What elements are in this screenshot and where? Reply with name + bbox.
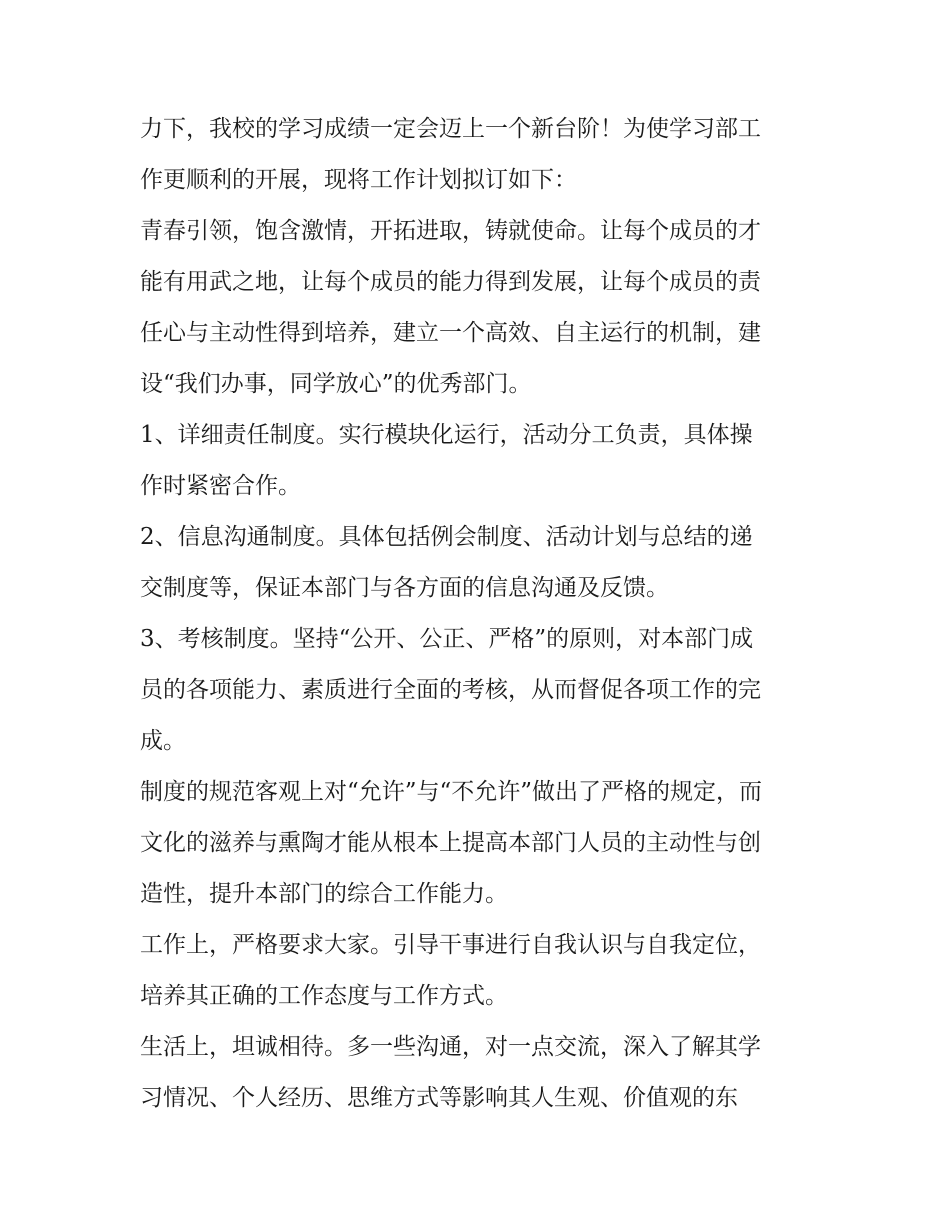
text-line: 文化的滋养与熏陶才能从根本上提高本部门人员的主动性与创 <box>140 830 761 856</box>
paragraph-intro <box>140 104 815 206</box>
text-line: 3、考核制度。坚持“公开、公正、严格”的原则，对本部门成 <box>140 626 754 652</box>
text-line: 2、信息沟通制度。具体包括例会制度、活动计划与总结的递 <box>140 524 753 550</box>
text-line: 作更顺利的开展，现将工作计划拟订如下： <box>140 167 577 193</box>
text-line: 工作上，严格要求大家。引导干事进行自我认识与自我定位， <box>140 932 761 958</box>
text-line: 生活上，坦诚相待。多一些沟通，对一点交流，深入了解其学 <box>140 1034 761 1060</box>
text-line: 作时紧密合作。 <box>140 473 301 499</box>
paragraph-life <box>140 1022 815 1124</box>
text-line: 习情况、个人经历、思维方式等影响其人生观、价值观的东 <box>140 1085 738 1111</box>
text-line: 培养其正确的工作态度与工作方式。 <box>140 983 508 1009</box>
text-line: 造性，提升本部门的综合工作能力。 <box>140 881 508 907</box>
text-line: 1、详细责任制度。实行模块化运行，活动分工负责，具体操 <box>140 422 753 448</box>
text-line: 制度的规范客观上对“允许”与“不允许”做出了严格的规定，而 <box>140 779 763 805</box>
paragraph-goal <box>140 206 815 410</box>
paragraph-item-1 <box>140 410 815 512</box>
text-line: 任心与主动性得到培养，建立一个高效、自主运行的机制，建 <box>140 320 761 346</box>
text-line: 员的各项能力、素质进行全面的考核，从而督促各项工作的完 <box>140 677 761 703</box>
text-line: 成。 <box>140 728 186 754</box>
paragraph-item-2 <box>140 512 815 614</box>
text-line: 交制度等，保证本部门与各方面的信息沟通及反馈。 <box>140 575 669 601</box>
document-body <box>140 104 815 1124</box>
text-line: 力下，我校的学习成绩一定会迈上一个新台阶！为使学习部工 <box>140 116 761 142</box>
paragraph-culture <box>140 767 815 920</box>
paragraph-work <box>140 920 815 1022</box>
paragraph-item-3 <box>140 614 815 767</box>
text-line: 设“我们办事，同学放心”的优秀部门。 <box>140 371 532 397</box>
text-line: 青春引领，饱含激情，开拓进取，铸就使命。让每个成员的才 <box>140 218 761 244</box>
text-line: 能有用武之地，让每个成员的能力得到发展，让每个成员的责 <box>140 269 761 295</box>
